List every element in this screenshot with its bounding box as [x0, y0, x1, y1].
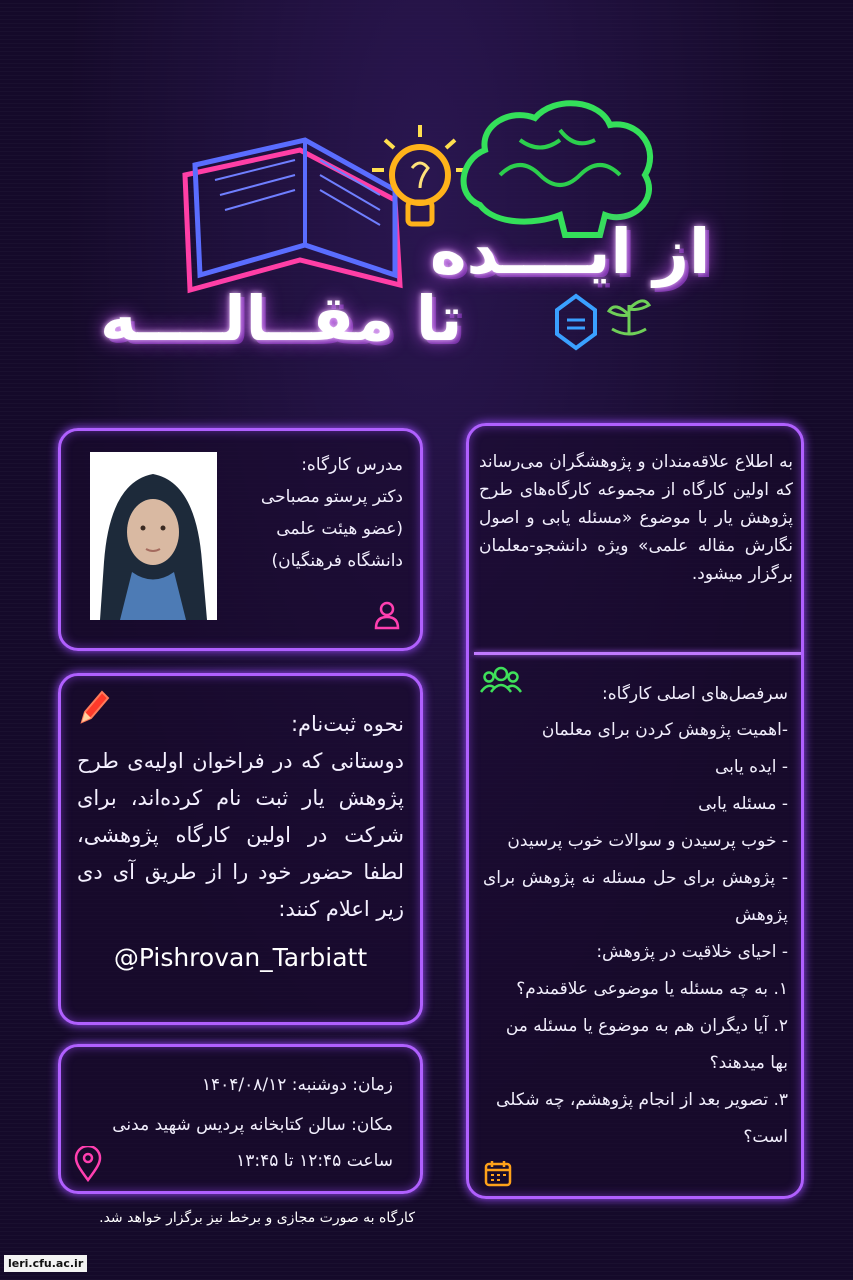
registration-heading: نحوه ثبت‌نام: [290, 712, 404, 736]
event-details [81, 1065, 393, 1177]
calendar-icon [483, 1158, 513, 1188]
topic-item: - مسئله یابی [698, 794, 788, 814]
topic-item: -اهمیت پژوهش کردن برای معلمان [541, 720, 788, 740]
user-icon [373, 600, 401, 630]
topic-item: - پژوهش برای حل مسئله نه پژوهش برای پژوهش [483, 868, 788, 925]
announcement-text: به اطلاع علاقه‌مندان و پژوهشگران می‌رساند که اولین کارگاه از مجموعه کارگاه‌های طرح پژوهش یار با موضوع «مسئله یابی و اصول نگارش مقاله علمی» ویژه دانشجو-معلمان برگزار میشود. [479, 452, 793, 584]
event-card [58, 1044, 423, 1194]
topic-item: - احیای خلاقیت در پژوهش: [596, 942, 788, 962]
event-time: زمان: دوشنبه: ۱۴۰۴/۰۸/۱۲ [201, 1075, 393, 1095]
topic-item: - ایده یابی [714, 757, 788, 777]
portrait-image [90, 452, 217, 620]
pencil-icon [76, 688, 110, 726]
instructor-role-line1: (عضو هیئت علمی [276, 519, 403, 539]
source-url[interactable]: leri.cfu.ac.ir [4, 1255, 87, 1272]
instructor-photo [90, 452, 217, 620]
registration-content [77, 706, 404, 928]
topic-item: ۳. تصویر بعد از انجام پژوهشم، چه شکلی است؟ [496, 1090, 788, 1147]
hero-title-line1: از ایــــده [430, 215, 711, 288]
hero-banner [0, 0, 853, 400]
footer-note: کارگاه به صورت مجازی و برخط نیز برگزار خواهد شد. [99, 1210, 415, 1226]
registration-body: دوستانی که در فراخوان اولیه‌ی طرح پژوهش یار ثبت نام کرده‌اند، برای شرکت در اولین کارگاه پژوهشی، لطفا حضور خود را از طریق آی دی زیر اعلام کنند: [77, 749, 404, 921]
instructor-role-line2: دانشگاه فرهنگیان) [271, 551, 403, 571]
hero-title-line2: تا مقــالــــه [100, 282, 463, 355]
topic-item: - خوب پرسیدن و سوالات خوب پرسیدن [507, 831, 788, 851]
event-place: مکان: سالن کتابخانه پردیس شهید مدنی [112, 1115, 393, 1135]
topics-list [483, 712, 788, 1156]
card-divider [474, 652, 801, 655]
instructor-name: دکتر پرستو مصباحی [260, 487, 403, 507]
topic-item: ۲. آیا دیگران هم به موضوع یا مسئله من بها میدهند؟ [505, 1016, 788, 1073]
university-logo [553, 290, 599, 360]
instructor-heading: مدرس کارگاه: [301, 455, 403, 475]
research-plan-logo [604, 285, 654, 355]
instructor-info [231, 449, 403, 577]
event-hours: ساعت ۱۲:۴۵ تا ۱۳:۴۵ [236, 1151, 393, 1171]
lightbulb-icon [372, 125, 468, 224]
topic-item: ۱. به چه مسئله یا موضوعی علاقمندم؟ [516, 979, 788, 999]
topics-heading: سرفصل‌های اصلی کارگاه: [602, 684, 788, 704]
location-pin-icon [73, 1146, 103, 1182]
topics-section [483, 680, 788, 1156]
registration-card [58, 673, 423, 1025]
telegram-handle[interactable]: @Pishrovan_Tarbiatt [113, 943, 368, 972]
open-book-icon [185, 140, 400, 290]
